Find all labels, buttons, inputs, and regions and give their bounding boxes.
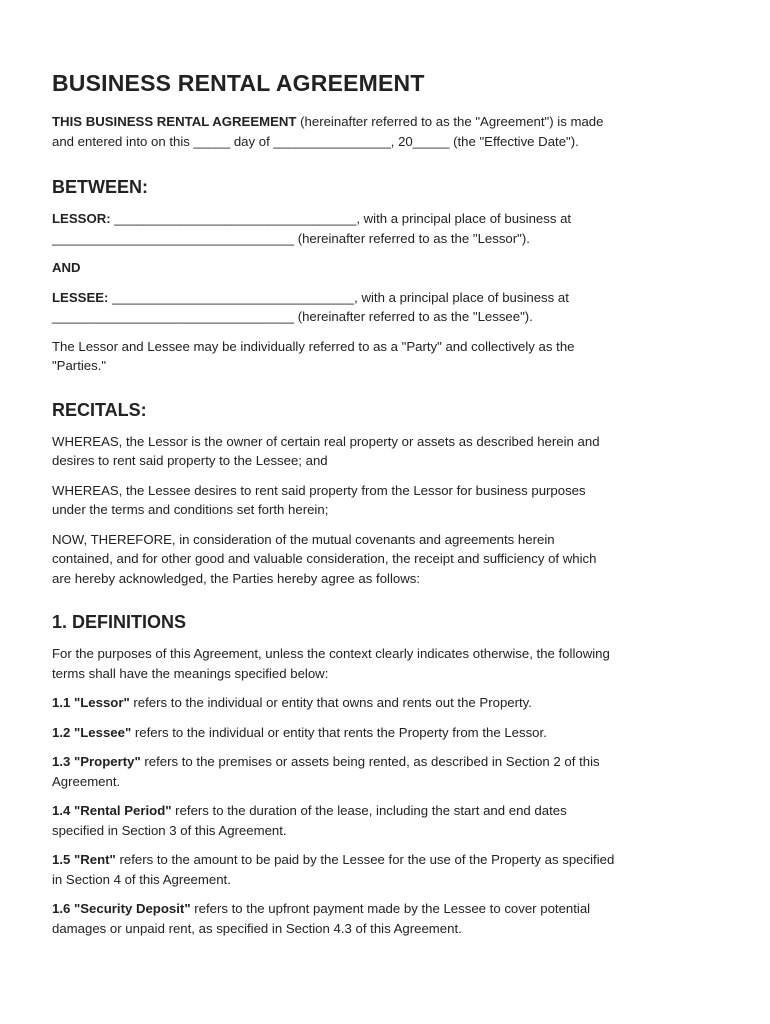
definition-item: 1.4 "Rental Period" refers to the duration of the lease, including the start and end dates specified in Section 3 of this Agreement.	[52, 803, 567, 838]
definition-term: 1.1 "Lessor"	[52, 695, 130, 710]
definition-item: 1.3 "Property" refers to the premises or assets being rented, as described in Section 2 of this Agreement.	[52, 754, 600, 789]
intro-line2: and entered into on this _____ day of ________________, 20_____ (the "Effective Date").	[52, 133, 579, 149]
parties-paragraph: The Lessor and Lessee may be individually referred to as a "Party" and collectively as the "Parties."	[52, 338, 575, 373]
lessor-label: LESSOR:	[52, 211, 111, 226]
recitals-heading: RECITALS:	[52, 399, 147, 420]
lessor-paragraph	[52, 209, 724, 248]
definition-term: 1.6 "Security Deposit"	[52, 901, 191, 916]
between-heading: BETWEEN:	[52, 177, 148, 197]
definition-item: 1.2 "Lessee" refers to the individual or entity that rents the Property from the Lessor.	[52, 724, 547, 740]
definitions-heading: 1. DEFINITIONS	[52, 612, 187, 632]
lessor-line1-rest: _________________________________, with a principal place of business at	[110, 211, 572, 226]
definition-item: 1.1 "Lessor" refers to the individual or entity that owns and rents out the Property.	[52, 695, 532, 710]
document-title: BUSINESS RENTAL AGREEMENT	[52, 70, 425, 96]
intro-line1-rest: (hereinafter referred to as the "Agreement") is made	[296, 114, 604, 129]
definition-term: 1.5 "Rent"	[52, 852, 116, 867]
definitions-intro: For the purposes of this Agreement, unless the context clearly indicates otherwise, the following terms shall have the meanings specified below:	[52, 646, 610, 681]
and-label: AND	[52, 260, 81, 275]
lessee-line1-rest: _________________________________, with a principal place of business at	[108, 289, 569, 305]
definition-term: 1.3 "Property"	[52, 754, 141, 769]
intro-paragraph	[52, 112, 724, 151]
lessor-line2: _________________________________ (hereinafter referred to as the "Lessor").	[52, 230, 530, 246]
recital-paragraph: WHEREAS, the Lessor is the owner of certain real property or assets as described herein and desires to rent said property to the Lessee; and	[52, 433, 600, 468]
lessee-paragraph	[52, 288, 724, 327]
definition-term: 1.2 "Lessee"	[52, 724, 132, 740]
lessee-line2: _________________________________ (hereinafter referred to as the "Lessee").	[52, 309, 533, 324]
lessee-label: LESSEE:	[52, 289, 109, 305]
definition-item: 1.6 "Security Deposit" refers to the upfront payment made by the Lessee to cover potential damages or unpaid rent, as specified in Section 4.3 of this Agreement.	[52, 901, 591, 936]
recital-paragraph: NOW, THEREFORE, in consideration of the mutual covenants and agreements herein contained, and for other good and valuable consideration, the receipt and sufficiency of which are hereby acknowledged, the Parties hereby agree as follows:	[52, 531, 597, 586]
document-page	[52, 68, 724, 938]
recital-paragraph: WHEREAS, the Lessee desires to rent said property from the Lessor for business purposes under the terms and conditions set forth herein;	[52, 482, 586, 517]
definition-term: 1.4 "Rental Period"	[52, 803, 172, 818]
definition-item: 1.5 "Rent" refers to the amount to be paid by the Lessee for the use of the Property as specified in Section 4 of this Agreement.	[52, 852, 615, 887]
intro-lead: THIS BUSINESS RENTAL AGREEMENT	[52, 114, 297, 129]
